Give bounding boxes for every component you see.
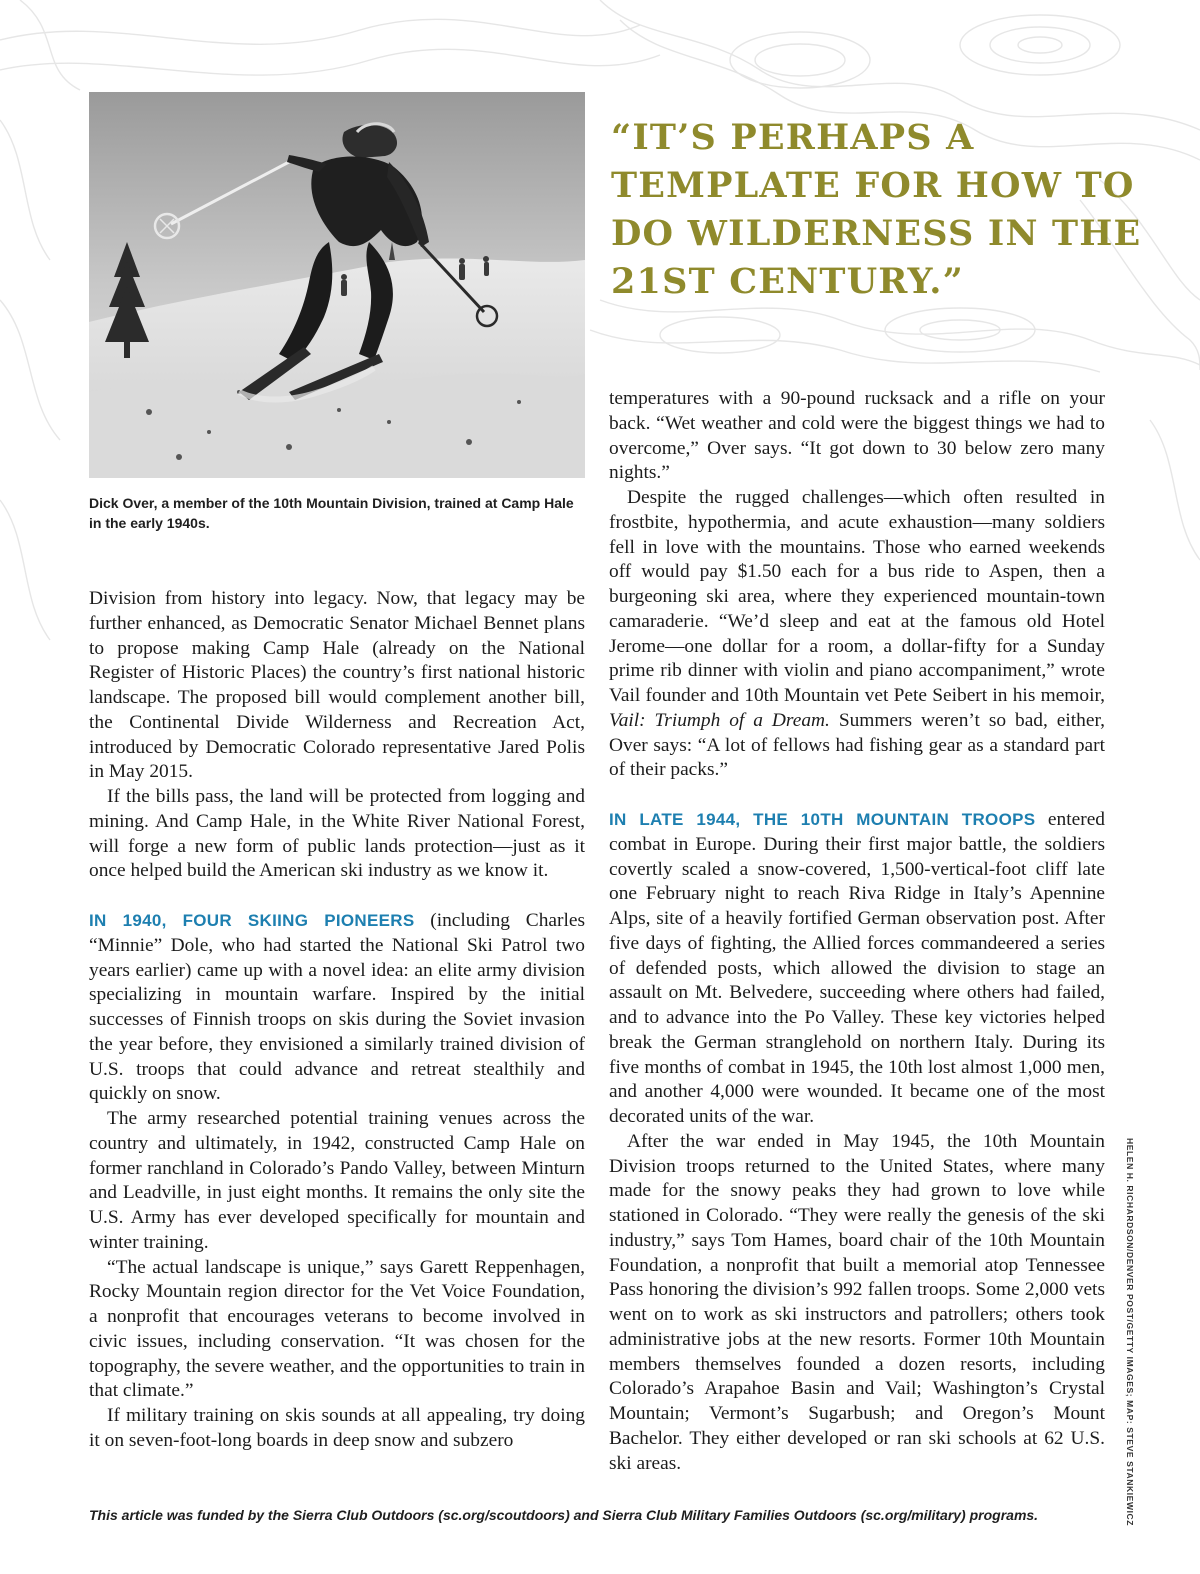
skier-illustration: [89, 92, 585, 478]
photo-caption: Dick Over, a member of the 10th Mountain Division, trained at Camp Hale in the early 1940s.: [89, 495, 574, 531]
left-paragraph-2: If the bills pass, the land will be protected from logging and mining. And Camp Hale, in the White River National Forest, will forge a new form of public lands protection—just as it once helped build the American ski industry as we know it.: [89, 786, 585, 882]
right-paragraph-2-text: Despite the rugged challenges—which often resulted in frostbite, hypothermia, and acute exhaustion—many soldiers fell in love with the mountains. Those who earned weekends off would pay $1.50 each for a bus ride to Aspen, then a burgeoning ski area, where they experienced mountain-town camaraderie. “We’d sleep and eat at the famous old Hotel Jerome—one dollar for a room, a dollar-fifty for a Sunday prime rib dinner with violin and piano accompaniment,” wrote Vail founder and 10th Mountain vet Pete Seibert in his memoir,: [609, 487, 1105, 706]
historical-ski-photo: [89, 92, 585, 478]
right-column: [609, 387, 1105, 1476]
section-1944-paragraph: [609, 808, 1105, 1130]
section-lead-1940: IN 1940, FOUR SKIING PIONEERS: [89, 911, 415, 930]
left-paragraph-1: Division from history into legacy. Now, that legacy may be further enhanced, as Democratic Senator Michael Bennet plans to propose making Camp Hale (already on the National Register of Historic Places) the country’s first national historic landscape. The proposed bill would complement another bill, the Continental Divide Wilderness and Recreation Act, introduced by Democratic Colorado representative Jared Polis in May 2015.: [89, 588, 585, 783]
pull-quote: “IT’S PERHAPS A TEMPLATE FOR HOW TO DO WILDERNESS IN THE 21ST CENTURY.”: [611, 117, 1142, 302]
right-paragraph-2-end: Summers weren’t so bad, either, Over says: “A lot of fellows had fishing gear as a standard part of their packs.”: [609, 709, 1106, 781]
left-paragraph-6: If military training on skis sounds at all appealing, try doing it on seven-foot-long boards in deep snow and subzero: [89, 1405, 585, 1451]
right-paragraph-2: [609, 486, 1105, 783]
left-paragraph-5: “The actual landscape is unique,” says Garett Reppenhagen, Rocky Mountain region director for the Vet Voice Foundation, a nonprofit that encourages veterans to become involved in civic issues, including conservation. “It was chosen for the topography, the severe weather, and the opportunities to train in that climate.”: [89, 1256, 585, 1402]
photo-credit: HELEN H. RICHARDSON/DENVER POST/GETTY IMAGES; MAP: STEVE STANKIEWICZ: [1125, 1138, 1135, 1527]
right-paragraph-4: After the war ended in May 1945, the 10th Mountain Division troops returned to the United States, where many made for the snowy peaks they had grown to love while stationed in Colorado. “They were really the genesis of the ski industry,” says Tom Hames, board chair of the 10th Mountain Foundation, a nonprofit that built a memorial atop Tennessee Pass honoring the division’s 992 fallen troops. Some 2,000 vets went on to work as ski instructors and patrollers; others took administrative jobs at the new resorts. Former 10th Mountain members themselves founded a dozen resorts, including Colorado’s Arapahoe Basin and Vail; Washington’s Crystal Mountain; Vermont’s Sugarbush; and Oregon’s Mount Bachelor. They either developed or ran ski schools at 62 U.S. ski areas.: [609, 1130, 1105, 1474]
right-paragraph-1: temperatures with a 90-pound rucksack and a rifle on your back. “Wet weather and cold were the biggest things we had to overcome,” Over says. “It got down to 30 below zero many nights.”: [609, 388, 1105, 484]
section-1944-text: entered combat in Europe. During their first major battle, the soldiers covertly scaled a snow-covered, 1,500-vertical-foot cliff late one February night to reach Riva Ridge in Italy’s Apennine Alps, site of a heavily fortified German observation post. After five days of fighting, the Allied forces commandeered a series of defended posts, which allowed the division to stage an assault on Mt. Belvedere, succeeding where others had failed, and to advance into the Po Valley. These key victories helped break the German stranglehold on northern Italy. During its five months of combat in 1945, the 10th lost almost 1,000 men, and another 4,000 were wounded. It became one of the most decorated units of the war.: [609, 809, 1105, 1127]
section-1940-text: (including Charles “Minnie” Dole, who had started the National Ski Patrol two years earlier) came up with a novel idea: an elite army division specializing in mountain warfare. Inspired by the initial successes of Finnish troops on skis during the Soviet invasion the year before, they envisioned a similarly trained division of U.S. troops that could advance and retreat stealthily and quickly on snow.: [89, 910, 585, 1105]
book-title: Vail: Triumph of a Dream.: [609, 709, 830, 731]
section-lead-1944: IN LATE 1944, THE 10TH MOUNTAIN TROOPS: [609, 810, 1036, 829]
footer-note: This article was funded by the Sierra Club Outdoors (sc.org/scoutdoors) and Sierra Club Military Families Outdoors (sc.org/military) programs.: [89, 1507, 1039, 1523]
left-paragraph-4: The army researched potential training venues across the country and ultimately, in 1942, constructed Camp Hale on former ranchland in Colorado’s Pando Valley, between Minturn and Leadville, in just eight months. It remains the only site the U.S. Army has ever developed specifically for mountain and winter training.: [89, 1108, 585, 1253]
left-column: [89, 587, 585, 1454]
section-1940-paragraph: [89, 909, 585, 1107]
